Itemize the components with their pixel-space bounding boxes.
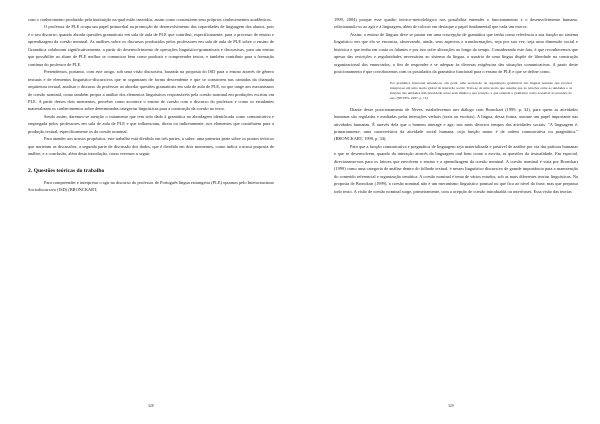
left-text-column xyxy=(28,16,274,194)
paragraph: Para compreender e interpretar o agir no discurso do professor de Português língua estrangeira (PLE) optamos pelo Interacionismo Sociodiscursivo (ISD) (BRONCKART, xyxy=(28,179,274,193)
paragraph: Para atender aos nossos propósitos, este trabalho está dividido em três partes, a saber: uma primeira parte sobre os pontos teóricos que norteiam as discussões; a segunda parte de discussão dos dados, que é dividida em dois momentos, como indica a nossa proposta de análise; e a conclusão, além desta introdução, como veremos a seguir. xyxy=(28,136,274,157)
paragraph: Sendo assim, daremos-se atenção o tratamento que tem sido dado à gramática na abordagem identificada como comunicativa e empregada pelos professores em sala de aula de PLE e que influenciam, direta ou indiretamente, nos elementos que contribuem para a produção textual, especificamente os da coesão nominal. xyxy=(28,113,274,134)
section-heading: 2. Questões teóricas do trabalho xyxy=(28,167,105,174)
page-number: 329 xyxy=(448,404,454,408)
page-number: 328 xyxy=(148,404,154,408)
paragraph: Assim, o ensino de línguas deve se pautar em uma concepção de gramática que tenha como referência a sua função no sistema linguístico em que ela se encontra, observando, ainda, seus aspectos e transformações, seja por sua vez, seja uma dimensão social e histórica e que tenha em conta os falantes e por isto sofre alterações ao longo do tempo. Considerando este fato, é que reconhecemos que apesar das restrições e regularidades necessárias ao sistema da língua, o usuário de uma língua dispõe de liberdade na construção organizacional dos enunciados, a fim de responder e se adequar às diversas exigências das situações comunicativas. A partir deste posicionamento é que corroboramos com os postulados da gramática funcional para o ensino de PLE e que se define como, xyxy=(334,31,578,75)
paragraph: 1999, 2004) porque esse quadro teórico-metodológico nos possibilita entender o funcionamento e o desenvolvimento humano, relacionando-os ao agir e à linguagem, além de colocar em destaque o papel fundamental que cada um exerce. xyxy=(334,17,578,30)
paragraph: O professor de PLE ocupa um papel primordial na promoção do desenvolvimento das capacidades de linguagem dos alunos, pois é o seu discurso, quando aborda questões gramaticais em sala de aula de PLE que contribui, especificamente, para o processo de ensino e aprendizagem da coesão nominal. As análises sobre os discursos produzidos pelos professores em sala de aula de PLE sobre o ensino de Gramática colaboram significativamente, a partir do desenvolvimento de operações linguístico-gramaticais e discursivas, para um ensino que possibilite ao aluno de PLE melhor se comunicar bem como produzir e compreender textos, e também contribuir para a formação contínua do professor de PLE. xyxy=(28,24,274,67)
spacer xyxy=(28,158,274,163)
paragraph: Para que a função comunicativa e pragmática de linguagem seja materializada e passível de análise por via das práticas humanas e que se desenvolvem, quando da interação através da linguagem oral bem como a escrita, as questões da textualidade. Em especial, direcionamo-nos para os fatores que envolvem o ensino e a aprendizagem da coesão nominal. A coesão nominal é vista por Bronckart (1999) como uma categoria de análise dentro do folhado textual, é nesses linguístico discursivo de grande importância para a manutenção do conteúdo referencial e organização temática. A coesão nominal é tema de vários estudos, sob as mais diferentes teorias linguísticas. Na proposta de Bronckart (1999), a coesão nominal não é um mecanismo linguístico pontual ou que fica ao nível da frase, mas que perpassa todo texto. A visão de coesão nominal surge, primeiramente, com a acepção de coesão introduzida ou interfrases. Essa visão das teorias xyxy=(334,143,578,194)
right-page xyxy=(300,0,600,424)
paragraph: com o conhecimento produzido pela instituição na qual estão inseridos, assim como construírem seus próprios conhecimentos acadêmicos. xyxy=(28,17,272,22)
right-text-column xyxy=(334,16,578,195)
paragraph: Diante desse posicionamento de Neves, estabelecemos um diálogo com Bronckart (1999, p. 32), para quem as atividades humanas são reguladas e mediadas pelas interações verbais (orais ou escritas). A língua, dessa forma, assume um papel importante nas atividades humanas. É através dela que o homem interage e age; nos mais diversos tempos das atividades sociais. "A linguagem é, primariamente, uma característica da atividade social humana, cuja função maior é de ordem comunicativa ou pragmática." (BRONCKART, 1999, p. 34). xyxy=(334,106,578,142)
paragraph: Pretendemos, portanto, com este artigo, sob uma visão discursiva, baseada na proposta do ISD para o ensino através de gênero textuais e de elementos linguístico-discursivos que se organizam de forma descendente e que se constroem nas camadas da chamada arquitetura textual, analisar o discurso do professor ao abordar questões gramaticais em sala de aula de PLE, no que tange aos mecanismos de coesão nominal, como também propor a análise dos elementos linguísticos responsáveis pela coesão nominal em produções escritas em PLE. A partir desses dois momentos, perceber como acontece o ensino de coesão com o discurso do professor e como os estudantes materializam os conhecimentos sobre determinadas categorias linguísticas para a construção da coesão no texto. xyxy=(28,69,274,112)
block-quote: Por gramática funcional entende-se, em geral, uma teorização da organização gramatical das línguas naturais que procura integrar-se em uma teoria global da interação social. Trata-se de uma teoria que assume que as relações entre as unidades e as funções das unidades têm prioridade sobre seus limites e sua posição, e que entende a gramática como acessível às pressões do uso. (NEVES, 1997, p. 15) xyxy=(390,80,572,100)
